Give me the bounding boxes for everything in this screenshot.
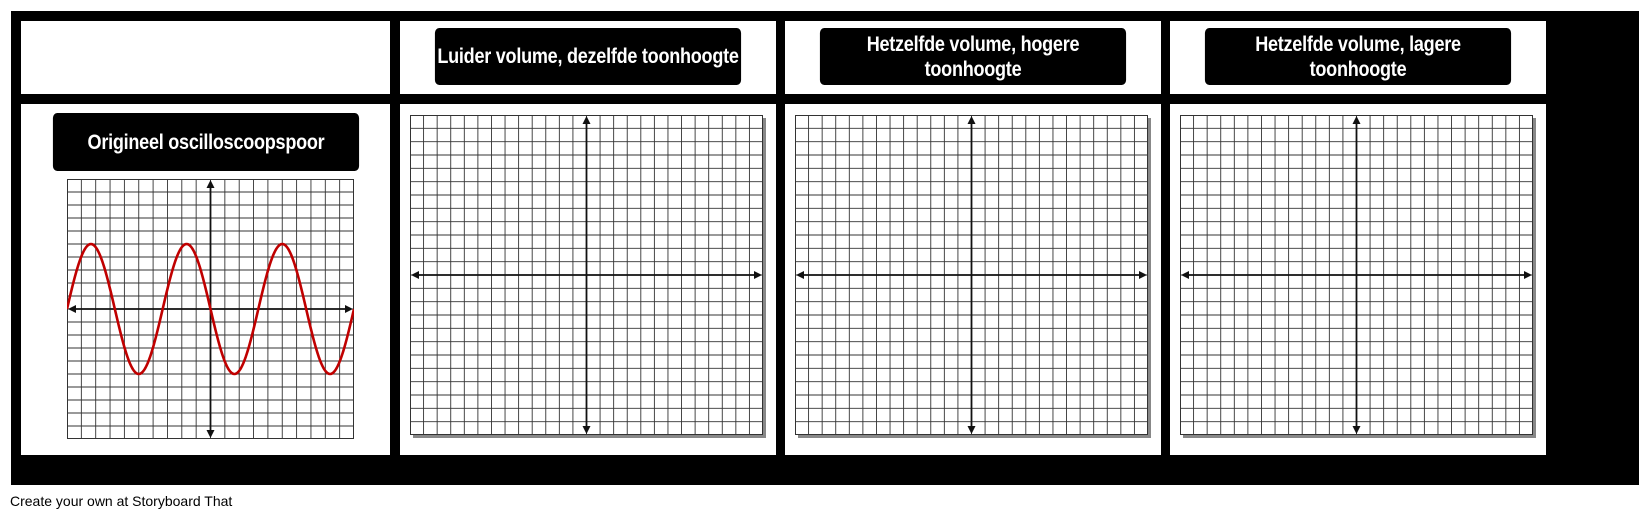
header-title-lower: [1205, 28, 1511, 85]
header-title-louder: [435, 28, 741, 85]
original-trace-title-text: Origineel oscilloscoopspoor: [87, 130, 325, 154]
header-cell-higher: [785, 21, 1161, 94]
header-title-lower-text: Hetzelfde volume, lagere toonhoogte: [1255, 32, 1461, 81]
original-trace-title: [53, 113, 359, 171]
oscilloscope-grid-original: [67, 179, 354, 439]
header-cell-louder: [400, 21, 776, 94]
oscilloscope-grid-lower: [1180, 115, 1536, 438]
storyboard-frame: [11, 11, 1639, 485]
header-title-higher: [820, 28, 1126, 85]
header-cell-lower: [1170, 21, 1546, 94]
original-trace-cell: [21, 104, 390, 455]
header-empty-cell: [21, 21, 390, 94]
header-title-louder-text: Luider volume, dezelfde toonhoogte: [437, 45, 739, 68]
louder-trace-cell: [400, 104, 776, 455]
header-title-higher-text: Hetzelfde volume, hogere toonhoogte: [866, 32, 1080, 81]
lower-trace-cell: [1170, 104, 1546, 455]
oscilloscope-grid-higher: [795, 115, 1151, 438]
credit-text: Create your own at Storyboard That: [10, 493, 233, 509]
higher-trace-cell: [785, 104, 1161, 455]
oscilloscope-grid-louder: [410, 115, 766, 438]
